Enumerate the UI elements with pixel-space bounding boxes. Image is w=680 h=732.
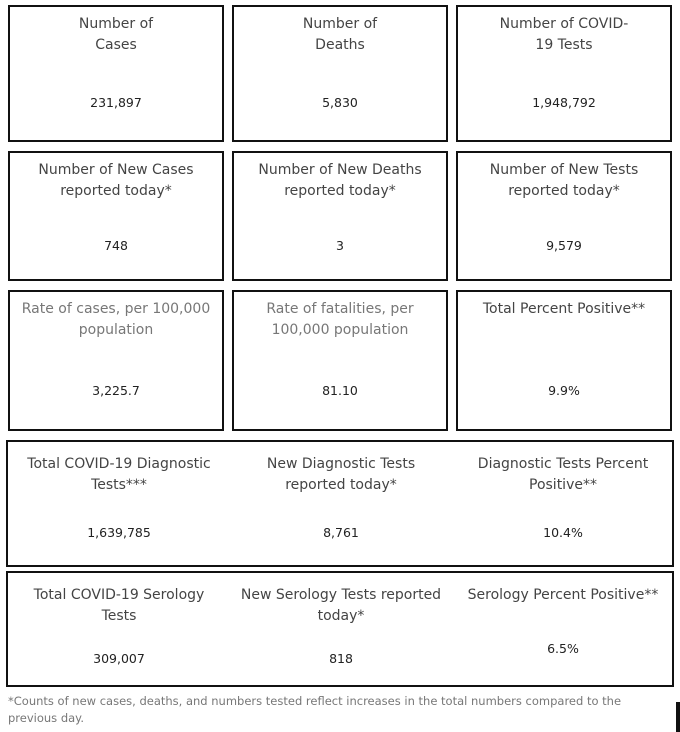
stat-title: Number of New Deaths reported today* [258, 162, 422, 199]
stat-title: Rate of cases, per 100,000 population [21, 301, 211, 338]
stat-title: New Diagnostic Tests reported today* [266, 456, 416, 493]
stat-title: Total Percent Positive** [482, 301, 646, 317]
stat-title: Diagnostic Tests Percent Positive** [477, 456, 649, 493]
stat-value: 3 [336, 238, 344, 253]
stat-value: 10.4% [543, 525, 583, 540]
stat-card-cases [8, 5, 224, 142]
stat-value: 748 [104, 238, 128, 253]
stat-value: 309,007 [93, 651, 145, 666]
stat-cell-serology-new [230, 573, 452, 685]
stat-value: 231,897 [90, 95, 142, 110]
stat-title: Number of COVID-19 Tests [499, 16, 629, 53]
stat-title: Rate of fatalities, per 100,000 population [266, 301, 414, 338]
stat-title: Number of New Tests reported today* [489, 162, 639, 199]
stat-value: 81.10 [322, 383, 358, 398]
stat-card-tests [456, 5, 672, 142]
stat-card-percent-positive [456, 290, 672, 431]
stat-value: 9.9% [548, 383, 580, 398]
stat-title: Total COVID-19 Diagnostic Tests*** [27, 456, 211, 493]
stat-card-fatality-rate [232, 290, 448, 431]
stat-cell-serology-positive [452, 573, 674, 685]
serology-tests-panel [6, 571, 674, 687]
stat-title: Number of Cases [78, 16, 154, 53]
stat-cell-diagnostic-positive [452, 442, 674, 565]
diagnostic-tests-panel [6, 440, 674, 567]
stat-title: New Serology Tests reported today* [240, 587, 442, 624]
stat-title: Total COVID-19 Serology Tests [33, 587, 205, 624]
stat-card-deaths [232, 5, 448, 142]
stat-value: 9,579 [546, 238, 582, 253]
stat-title: Number of New Cases reported today* [38, 162, 194, 199]
stat-cell-diagnostic-new [230, 442, 452, 565]
stat-cell-diagnostic-total [8, 442, 230, 565]
stat-value: 818 [329, 651, 353, 666]
stat-card-new-cases [8, 151, 224, 281]
edge-divider [676, 702, 680, 732]
stat-value: 3,225.7 [92, 383, 140, 398]
stat-card-case-rate [8, 290, 224, 431]
stat-value: 5,830 [322, 95, 358, 110]
footnote: *Counts of new cases, deaths, and numbers tested reflect increases in the total numbers compared to the previous day. [8, 694, 622, 725]
stat-title: Serology Percent Positive** [467, 587, 659, 603]
stat-value: 1,639,785 [87, 525, 151, 540]
stat-title: Number of Deaths [302, 16, 378, 53]
stat-cell-serology-total [8, 573, 230, 685]
stat-value: 8,761 [323, 525, 359, 540]
stat-card-new-deaths [232, 151, 448, 281]
stat-value: 1,948,792 [532, 95, 596, 110]
stat-value: 6.5% [547, 641, 579, 656]
stat-card-new-tests [456, 151, 672, 281]
